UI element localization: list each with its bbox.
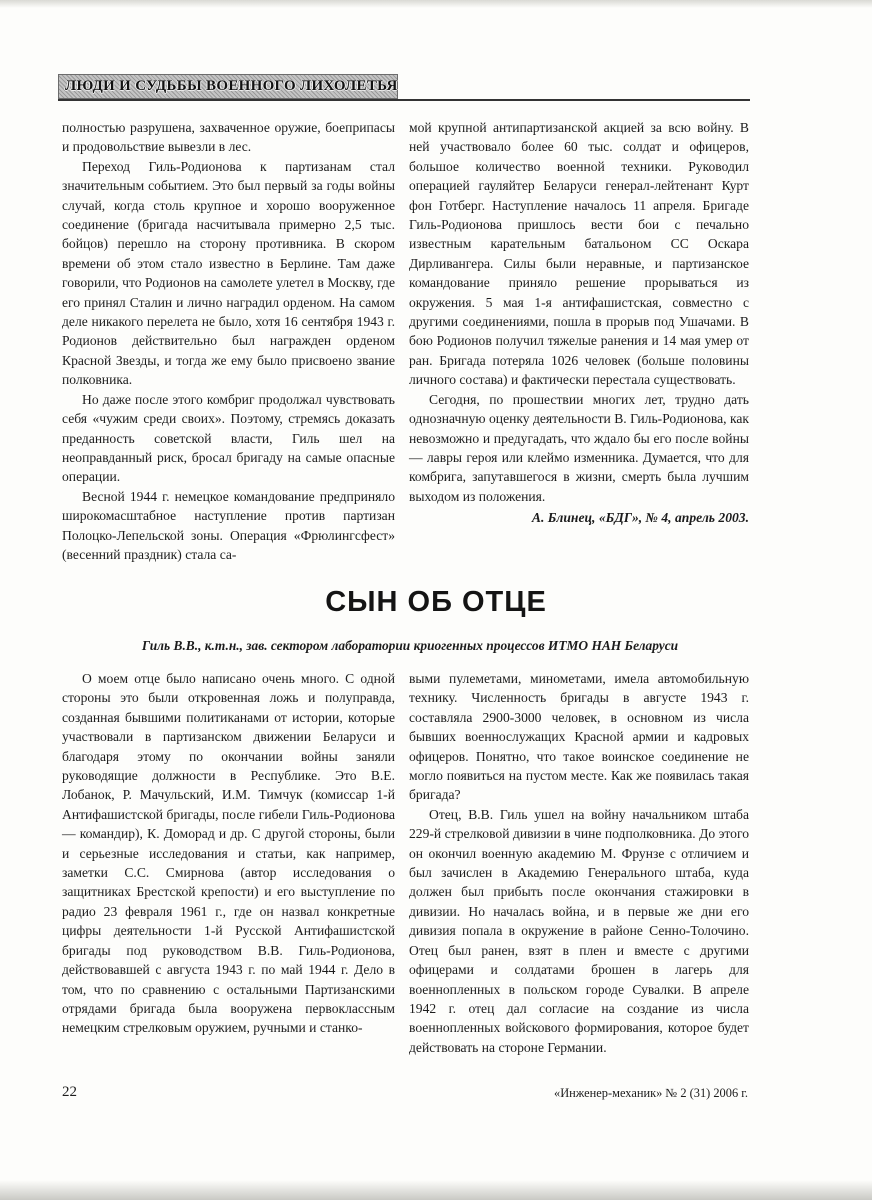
author-byline: Гиль В.В., к.т.н., зав. сектором лаборатории криогенных процессов ИТМО НАН Беларуси (141, 638, 679, 653)
header-divider (58, 99, 750, 101)
section-title: ЛЮДИ И СУДЬБЫ ВОЕННОГО ЛИХОЛЕТЬЯ (65, 78, 398, 94)
paragraph: Но даже после этого комбриг продолжал чувствовать себя «чужим среди своих». Поэтому, стремясь доказать преданность советской власти, Гиль шел на неоправданный риск, бросал бригаду на самые опасные операции. (62, 391, 395, 485)
article2-column-right (409, 669, 749, 1057)
paragraph: О моем отце было написано очень много. С одной стороны это были откровенная ложь и полуправда, созданная бывшими политиканами от истории, которые участвовали в партизанском движении Беларуси и благодаря этому по окончании войны заняли руководящие должности в Республике. Это В.Е. Лобанок, Р. Мачульский, И.М. Тимчук (комиссар 1-й Антифашистской бригады, после гибели Гиль-Родионова — командир), К. Доморад и др. С другой стороны, были и серьезные исследования и статьи, как например, заметки С.С. Смирнова (автор исследования о защитниках Брестской крепости) и его выступление по радио 23 февраля 1961 г., где он назвал конкретные цифры деятельности 1-й Русской Антифашистской бригады под руководством В.В. Гиль-Родионова, действовавшей с августа 1943 г. по май 1944 г. Дело в том, что по сравнению с остальными Партизанскими отрядами бригада была вооружена первоклассным немецким стрелковым оружием, ручными и станко- (62, 671, 395, 1036)
paragraph: Переход Гиль-Родионова к партизанам стал значительным событием. Это был первый за годы войны случай, когда столь крупное и хорошо вооруженное соединение (бригада насчитывала примерно 2,5 тыс. бойцов) перешло на сторону противника. В скором времени об этом стало известно в Берлине. Там даже говорили, что Родионов на самолете улетел в Москву, где его принял Сталин и лично наградил орденом. На самом деле никакого перелета не было, хотя 16 сентября 1943 г. Родионов действительно был награжден орденом Красной Звезды, и тогда же ему было присвоено звание полковника. (62, 158, 395, 388)
scan-shadow-top (0, 0, 872, 8)
scan-shadow-bottom (0, 1180, 872, 1200)
paragraph: полностью разрушена, захваченное оружие, боеприпасы и продовольствие вывезли в лес. (62, 120, 395, 155)
article1-column-right (409, 118, 749, 528)
article1-column-left (62, 118, 395, 564)
paragraph: выми пулеметами, минометами, имела автомобильную технику. Численность бригады в августе 1943 г. составляла 2900-3000 человек, в основном из числа бывших военнослужащих Красной армии и кадровых офицеров. Понятно, что такое воинское соединение не могло появиться на пустом месте. Как же появилась такая бригада? (409, 671, 749, 803)
article2-column-left (62, 669, 395, 1038)
page-number: 22 (62, 1084, 77, 1100)
journal-reference: «Инженер-механик» № 2 (31) 2006 г. (554, 1086, 749, 1100)
article-title: СЫН ОБ ОТЦЕ (325, 586, 547, 618)
paragraph: Весной 1944 г. немецкое командование предприняло широкомасштабное наступление против партизан Полоцко-Лепельской зоны. Операция «Фрюлингсфест» (весенний праздник) стала са- (62, 488, 395, 562)
section-header (58, 74, 398, 99)
paragraph: Отец, В.В. Гиль ушел на войну начальником штаба 229-й стрелковой дивизии в чине подполковника. До этого он окончил военную академию М. Фрунзе с отличием и был зачислен в Академию Генерального штаба, куда должен был прибыть после окончания стажировки в дивизии. Но началась война, и в первые же дни его дивизия попала в окружение в районе Сенно-Толочино. Отец был ранен, взят в плен и вместе с другими офицерами и солдатами брошен в лагерь для военнопленных в польском городе Сувалки. В апреле 1942 г. отец дал согласие на создание из числа военнопленных войскового формирования, которое будет действовать на стороне Германии. (409, 806, 749, 1055)
paragraph: мой крупной антипартизанской акцией за всю войну. В ней участвовало более 60 тыс. солдат и офицеров, большое количество военной техники. Руководил операцией гауляйтер Беларуси генерал-лейтенант Курт фон Готберг. Наступление началось 11 апреля. Бригаде Гиль-Родионова пришлось вести бои с печально известным карательным батальоном СС Оскара Дирливангера. Силы были неравные, и партизанское командование приняло решение прорываться из окружения. 5 мая 1-я антифашистская, совместно с другими соединениями, пошла в прорыв под Ушачами. В бою Родионов получил тяжелые ранения и 14 мая умер от ран. Бригада потеряла 1026 человек (больше половины личного состава) и фактически перестала существовать. (409, 120, 749, 388)
article1-signature: А. Блинец, «БДГ», № 4, апрель 2003. (531, 510, 749, 526)
paragraph: Сегодня, по прошествии многих лет, трудно дать однозначную оценку деятельности В. Гиль-Родионова, как невозможно и предугадать, что ждало бы его после войны — лавры героя или клеймо изменника. Думается, что для комбрига, запутавшегося в жизни, смерть была лучшим выходом из положения. (409, 391, 749, 504)
